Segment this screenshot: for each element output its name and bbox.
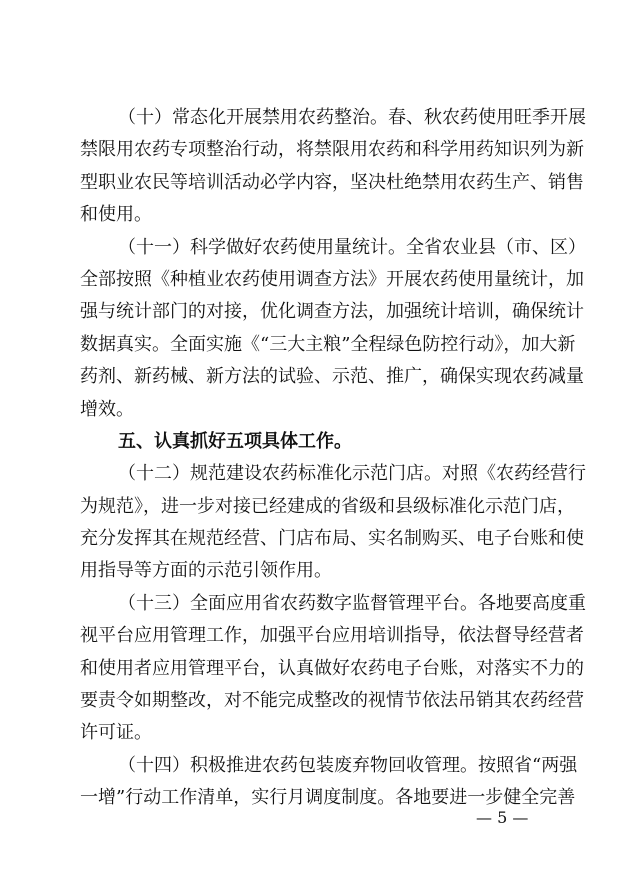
paragraph-item-10: [80, 102, 586, 232]
paragraph-line: （十）常态化开展禁用农药整治。春、秋农药使用旺季开展: [118, 107, 586, 128]
page-number: — 5 —: [476, 808, 529, 827]
paragraph-line: （十二）规范建设农药标准化示范门店。对照《农药经营行: [118, 463, 586, 485]
paragraph-line: 充分发挥其在规范经营、门店布局、实名制购买、电子台账和使: [80, 528, 584, 550]
section-heading: [80, 426, 558, 458]
paragraph-line: （十三）全面应用省农药数字监督管理平台。各地要高度重: [118, 592, 586, 614]
paragraph-line: 和使用者应用管理平台，认真做好农药电子台账，对落实不力的: [80, 657, 584, 679]
paragraph-line: 型职业农民等培训活动必学内容，坚决杜绝禁用农药生产、销售: [80, 171, 584, 193]
paragraph-line: 强与统计部门的对接，优化调查方法，加强统计培训，确保统计: [80, 301, 584, 323]
paragraph-item-11: [80, 232, 586, 426]
paragraph-line: 为规范》，进一步对接已经建成的省级和县级标准化示范门店，: [80, 495, 575, 517]
document-body: [80, 102, 586, 815]
paragraph-line: 一增”行动工作清单，实行月调度制度。各地要进一步健全完善: [80, 787, 576, 809]
paragraph-item-14: [80, 750, 578, 815]
paragraph-line: 用指导等方面的示范引领作用。: [80, 560, 332, 582]
paragraph-item-12: [80, 458, 586, 588]
paragraph-line: 禁限用农药专项整治行动，将禁限用农药和科学用药知识列为新: [80, 139, 584, 161]
section-heading-text: 五、认真抓好五项具体工作。: [118, 430, 352, 452]
paragraph-line: 视平台应用管理工作，加强平台应用培训指导，依法督导经营者: [80, 625, 584, 647]
paragraph-line: 许可证。: [80, 722, 152, 744]
paragraph-line: 数据真实。全面实施《“三大主粮”全程绿色防控行动》，加大新: [80, 333, 576, 355]
paragraph-line: 药剂、新药械、新方法的试验、示范、推广，确保实现农药减量: [80, 366, 584, 388]
paragraph-line: 和使用。: [80, 204, 152, 226]
paragraph-line: 增效。: [80, 398, 134, 420]
paragraph-line: （十四）积极推进农药包装废弃物回收管理。按照省“两强: [118, 754, 578, 776]
paragraph-line: （十一）科学做好农药使用量统计。全省农业县（市、区）: [118, 236, 586, 258]
paragraph-line: 要责令如期整改，对不能完成整改的视情节依法吊销其农药经营: [80, 690, 584, 712]
paragraph-item-13: [80, 588, 586, 750]
paragraph-line: 全部按照《种植业农药使用调查方法》开展农药使用量统计，加: [80, 268, 584, 290]
